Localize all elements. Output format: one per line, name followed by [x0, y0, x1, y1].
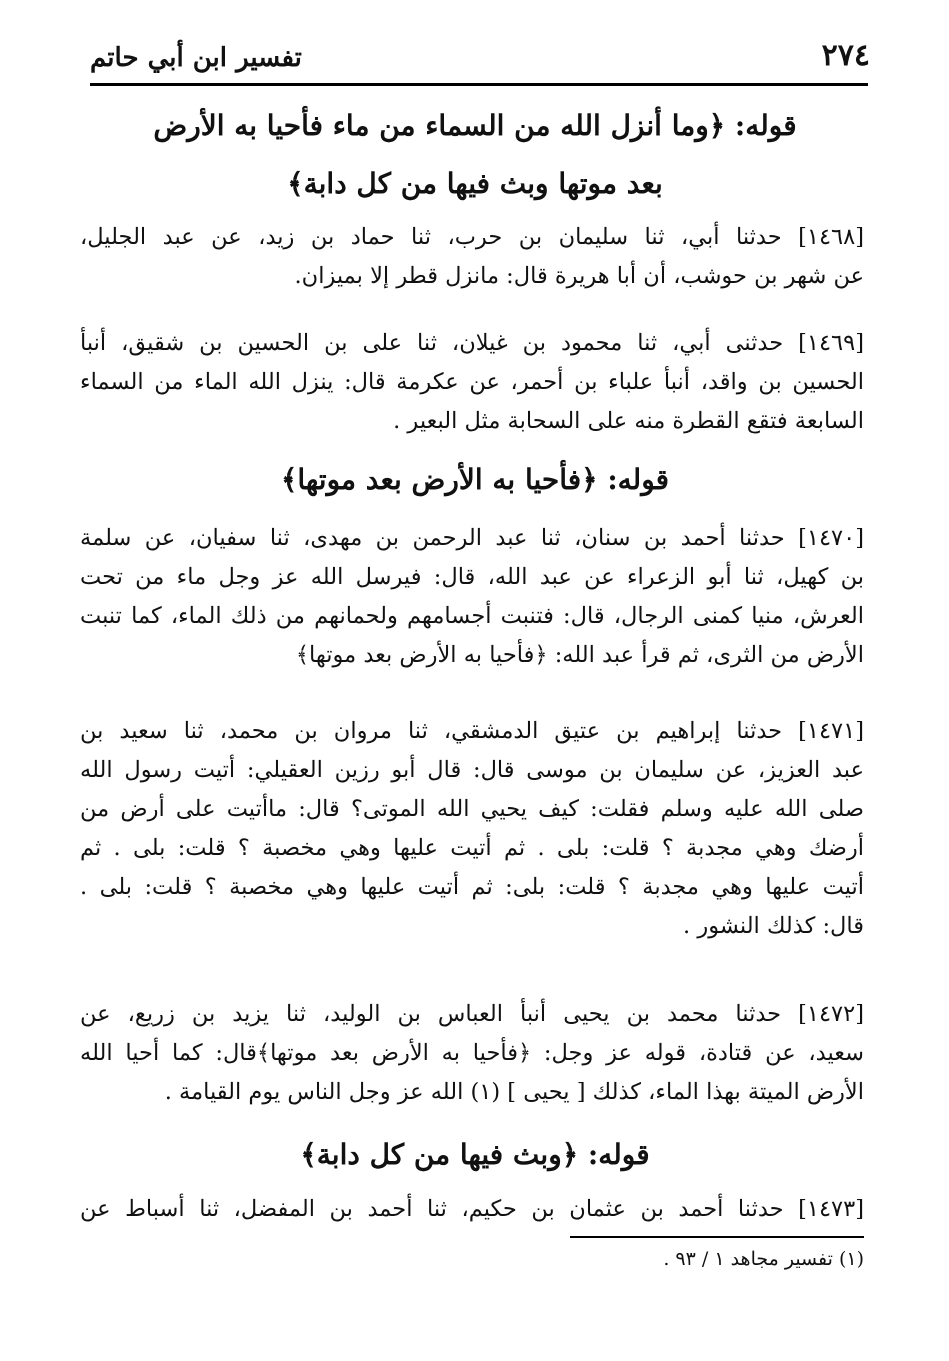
paragraph-line: الأرض من الثرى، ثم قرأ عبد الله: ﴿فأحيا به الأرض بعد موتها﴾ [295, 642, 864, 668]
paragraph-line: السابعة فتقع القطرة منه على السحابة مثل البعير . [393, 408, 864, 434]
paragraph-line: عبد العزيز، عن سليمان بن موسى قال: قال أبو رزين العقيلي: أتيت رسول الله [80, 757, 864, 783]
book-title: تفسير ابن أبي حاتم [90, 43, 302, 73]
section-heading-1-line-1: قوله: ﴿وما أنزل الله من السماء من ماء فأحيا به الأرض [153, 109, 797, 142]
paragraph-line: صلى الله عليه وسلم فقلت: كيف يحيي الله الموتى؟ قال: ماأتيت على أرض من [80, 796, 864, 822]
footnote: (١) تفسير مجاهد ١ / ٩٣ . [663, 1248, 864, 1270]
paragraph-line: [١٤٧٢] حدثنا محمد بن يحيى أنبأ العباس بن الوليد، ثنا يزيد بن زريع، عن [80, 1001, 864, 1027]
paragraph-1469 [80, 324, 864, 441]
section-heading-3: قوله: ﴿وبث فيها من كل دابة﴾ [300, 1138, 650, 1171]
paragraph-line: [١٤٦٩] حدثنى أبي، ثنا محمود بن غيلان، ثنا على بن الحسين بن شقيق، أنبأ [80, 330, 864, 356]
paragraph-line: أرضك وهي مجدبة ؟ قلت: بلى . ثم أتيت عليها وهي مخصبة ؟ قلت: بلى . ثم [80, 835, 864, 861]
paragraph-line: [١٤٧١] حدثنا إبراهيم بن عتيق الدمشقي، ثنا مروان بن محمد، ثنا سعيد بن [80, 718, 864, 744]
paragraph-line: أتيت عليها وهي مجدبة ؟ قلت: بلى: ثم أتيت عليها وهي مخصبة ؟ قلت: بلى . [80, 874, 864, 900]
paragraph-1470 [80, 519, 864, 675]
paragraph-line: [١٤٦٨] حدثنا أبي، ثنا سليمان بن حرب، ثنا حماد بن زيد، عن عبد الجليل، [80, 224, 864, 250]
paragraph-line: عن شهر بن حوشب، أن أبا هريرة قال: مانزل قطر إلا بميزان. [294, 263, 864, 289]
paragraph-1473 [80, 1190, 864, 1229]
header-divider [90, 83, 868, 86]
paragraph-line: [١٤٧٠] حدثنا أحمد بن سنان، ثنا عبد الرحمن بن مهدى، ثنا سفيان، عن سلمة [80, 525, 864, 551]
paragraph-line: بن كهيل، ثنا أبو الزعراء عن عبد الله، قال: فيرسل الله عز وجل ماء من تحت [80, 564, 864, 590]
paragraph-line: [١٤٧٣] حدثنا أحمد بن عثمان بن حكيم، ثنا أحمد بن المفضل، ثنا أسباط عن [80, 1196, 864, 1222]
paragraph-line: سعيد، عن قتادة، قوله عز وجل: ﴿فأحيا به الأرض بعد موتها﴾قال: كما أحيا الله [80, 1040, 864, 1066]
section-heading-2: قوله: ﴿فأحيا به الأرض بعد موتها﴾ [280, 463, 670, 496]
page-number: ٢٧٤ [821, 38, 870, 73]
footnote-divider [570, 1236, 864, 1238]
paragraph-line: الحسين بن واقد، أنبأ علباء بن أحمر، عن عكرمة قال: ينزل الله الماء من السماء [80, 369, 864, 395]
paragraph-1468 [80, 218, 864, 296]
paragraph-1472 [80, 995, 864, 1112]
paragraph-line: قال: كذلك النشور . [683, 913, 864, 939]
paragraph-line: العرش، منيا كمنى الرجال، قال: فتنبت أجسامهم ولحمانهم من ذلك الماء، كما تنبت [80, 603, 864, 629]
paragraph-line: الأرض الميتة بهذا الماء، كذلك [ يحيى ] (١) الله عز وجل الناس يوم القيامة . [164, 1079, 864, 1105]
paragraph-1471 [80, 712, 864, 946]
section-heading-1-line-2: بعد موتها وبث فيها من كل دابة﴾ [287, 167, 663, 200]
